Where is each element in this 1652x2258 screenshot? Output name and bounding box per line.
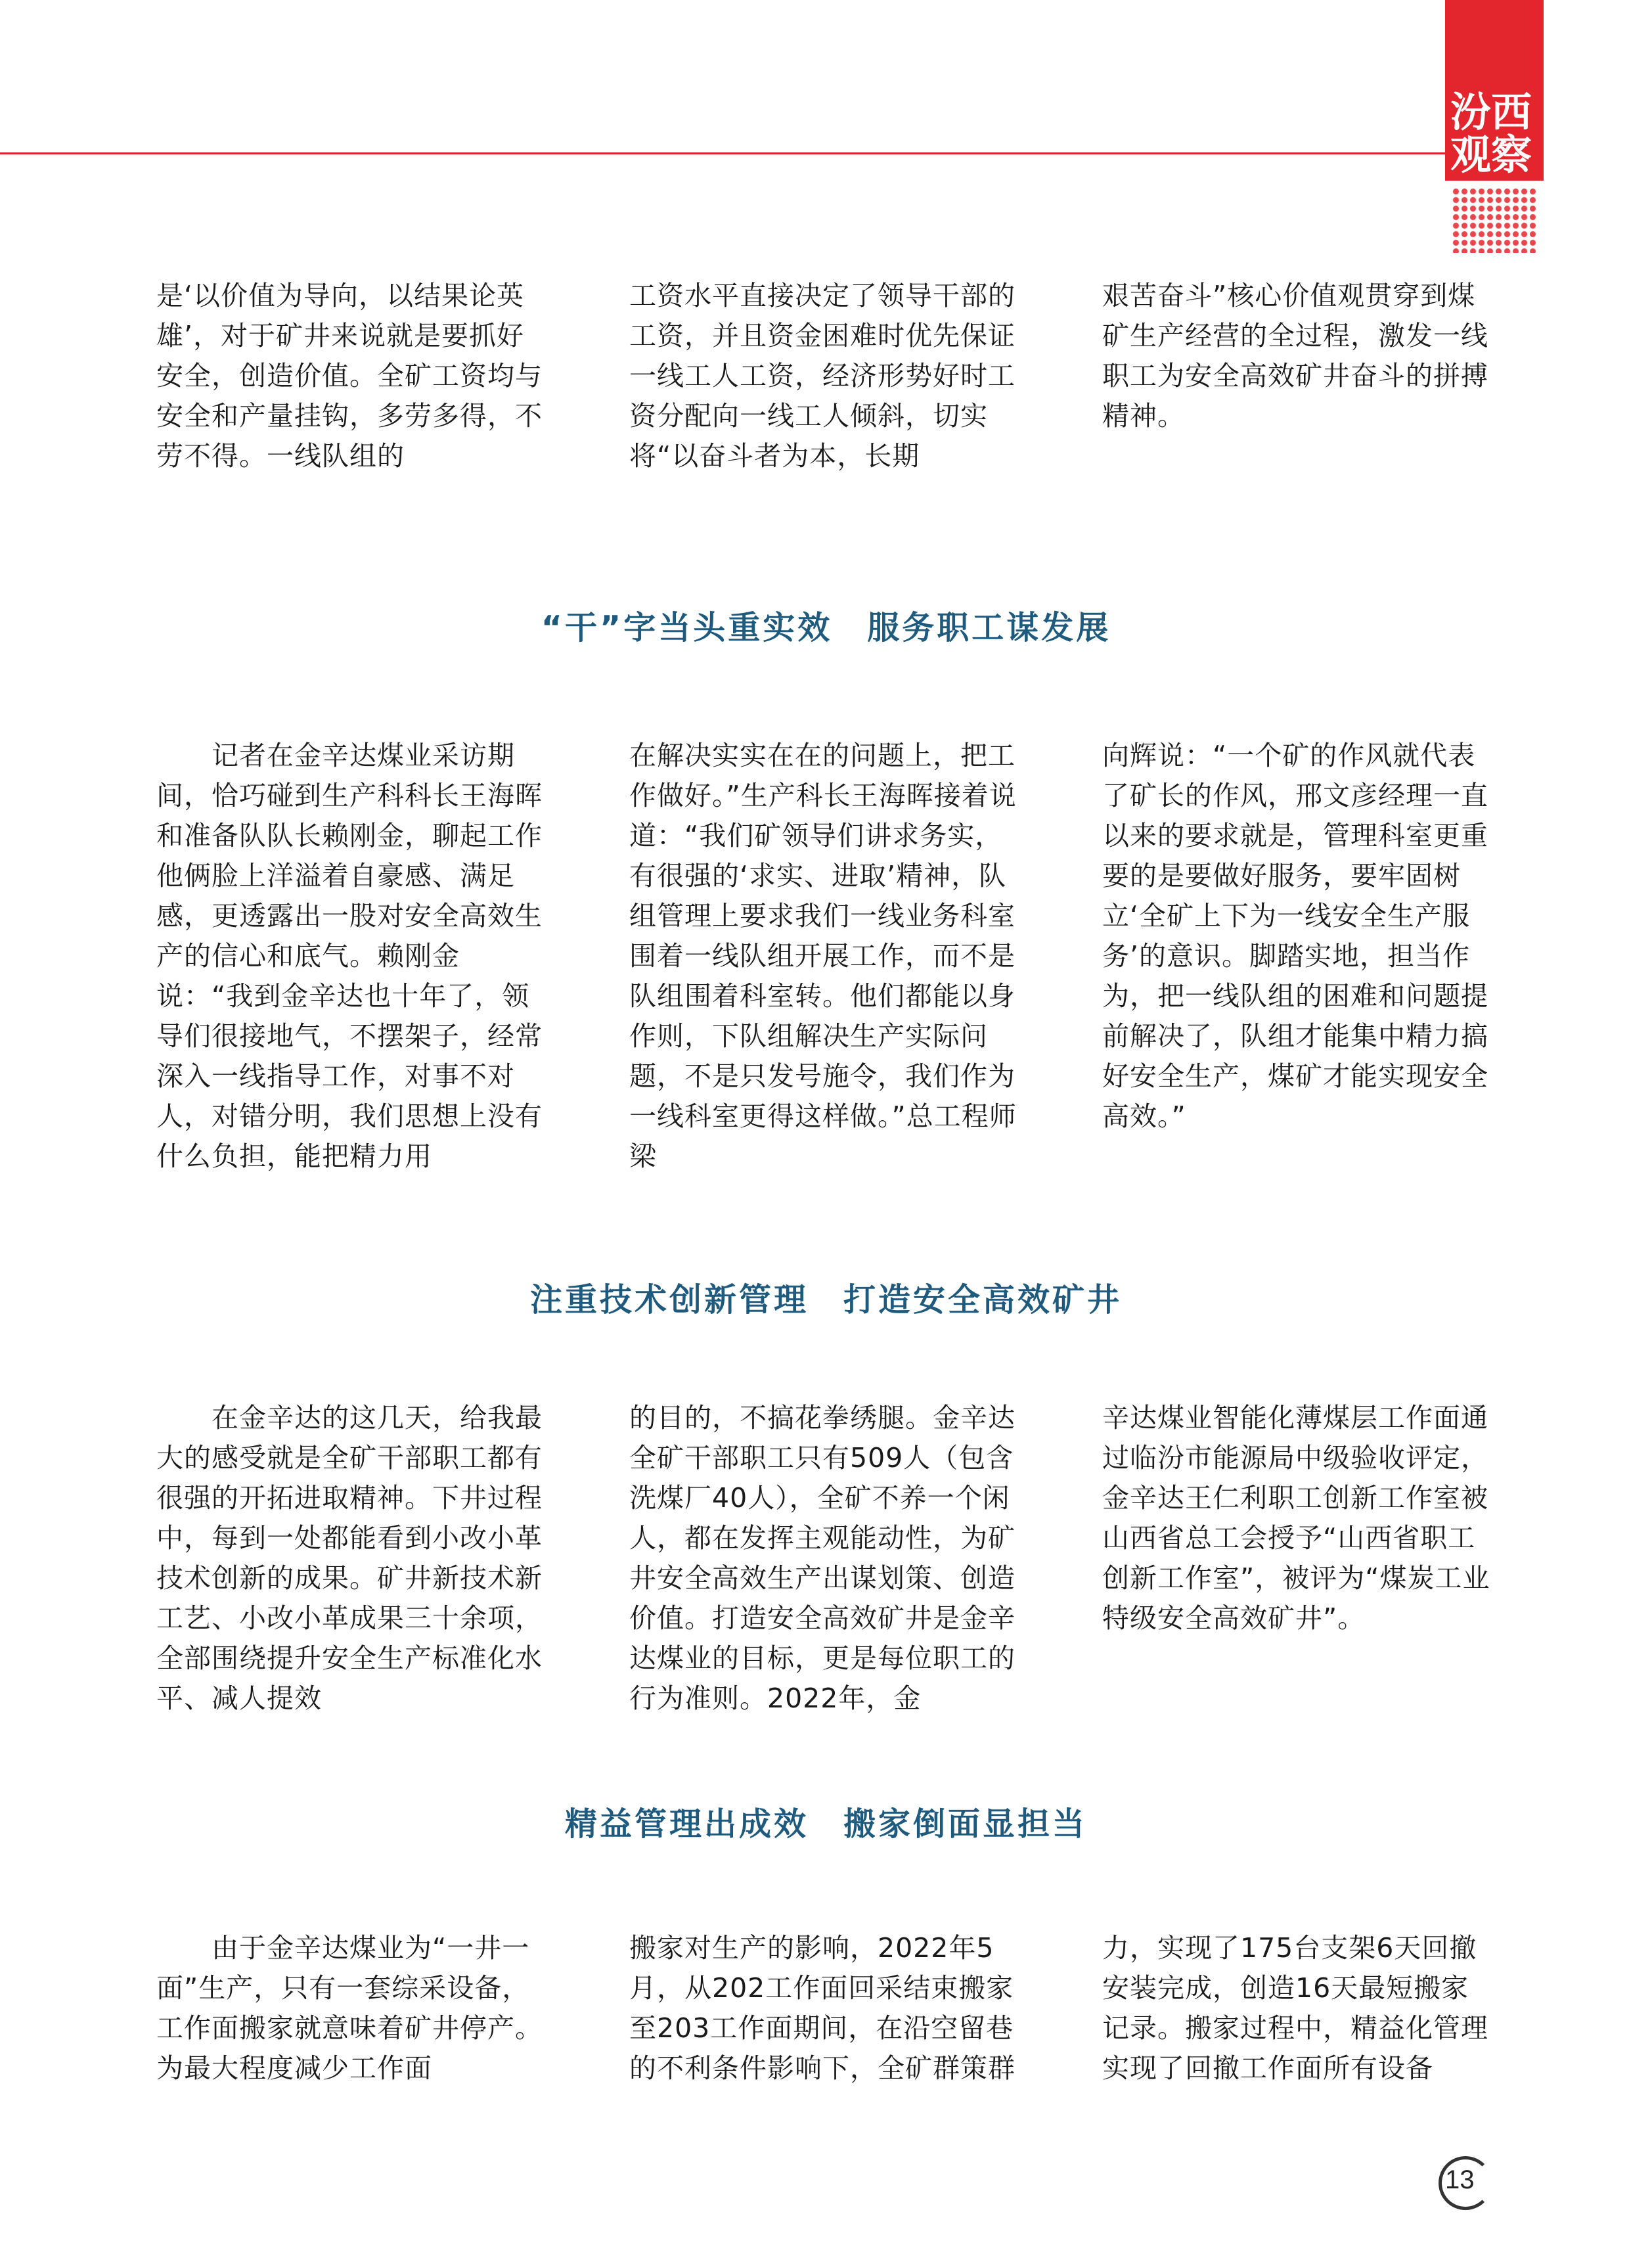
magazine-logo [1445,0,1544,256]
s0-col3: 艰苦奋斗”核心价值观贯穿到煤矿生产经营的全过程，激发一线职工为安全高效矿井奋斗的拼搏精神。 [1102,280,1488,432]
s0-col1: 是‘以价值为导向，以结果论英雄’，对于矿井来说就是要抓好安全，创造价值。全矿工资均与安全和产量挂钩，多劳多得，不劳不得。一线队组的 [156,280,543,472]
s2-col3: 辛达煤业智能化薄煤层工作面通过临汾市能源局中级验收评定，金辛达王仁利职工创新工作室被山西省总工会授予“山西省职工创新工作室”，被评为“煤炭工业特级安全高效矿井”。 [1102,1402,1490,1634]
logo-line-1: 汾西 [1450,88,1532,136]
header-rule [0,152,1445,154]
s1-col2: 在解决实实在在的问题上，把工作做好。”生产科长王海晖接着说道：“我们矿领导们讲求务实，有很强的‘求实、进取’精神，队组管理上要求我们一线业务科室围着一线队组开展工作，而不是队组围着科室转。他们都能以身作则，下队组解决生产实际问题，不是只发号施令，我们作为一线科室更得这样做。”总工程师梁 [629,740,1017,1172]
section-heading-1: “干”字当头重实效 服务职工谋发展 [541,609,1111,646]
s3-col2: 搬家对生产的影响，2022年5月，从202工作面回采结束搬家至203工作面期间，在沿空留巷的不利条件影响下，全矿群策群 [629,1932,1016,2084]
s0-col2: 工资水平直接决定了领导干部的工资，并且资金困难时优先保证一线工人工资，经济形势好时工资分配向一线工人倾斜，切实将“以奋斗者为本，长期 [629,280,1016,472]
s2-col2: 的目的，不搞花拳绣腿。金辛达全矿干部职工只有509人（包含洗煤厂40人），全矿不养一个闲人，都在发挥主观能动性，为矿井安全高效生产出谋划策、创造价值。打造安全高效矿井是金辛达煤业的目标，更是每位职工的行为准则。2022年，金 [629,1402,1016,1714]
s3-col1: 由于金辛达煤业为“一井一面”生产，只有一套综采设备，工作面搬家就意味着矿井停产。为最大程度减少工作面 [156,1932,543,2084]
logo-dot-pattern [1452,187,1537,253]
s1-col1: 记者在金辛达煤业采访期间，恰巧碰到生产科科长王海晖和准备队队长赖刚金，聊起工作他俩脸上洋溢着自豪感、满足感，更透露出一股对安全高效生产的信心和底气。赖刚金说：“我到金辛达也十年了，领导们很接地气，不摆架子，经常深入一线指导工作，对事不对人，对错分明，我们思想上没有什么负担，能把精力用 [156,740,543,1172]
logo-line-2: 观察 [1450,131,1532,179]
page-number-badge [1439,2156,1498,2215]
section-heading-3: 精益管理出成效 搬家倒面显担当 [564,1805,1087,1843]
logo-block [1445,0,1544,181]
page-number: 13 [1445,2165,1475,2194]
s1-col3: 向辉说：“一个矿的作风就代表了矿长的作风，邢文彦经理一直以来的要求就是，管理科室更重要的是要做好服务，要牢固树立‘全矿上下为一线安全生产服务’的意识。脚踏实地，担当作为，把一线队组的困难和问题提前解决了，队组才能集中精力搞好安全生产，煤矿才能实现安全高效。” [1102,740,1488,1132]
section-heading-2: 注重技术创新管理 打造安全高效矿井 [529,1281,1122,1319]
s3-col3: 力，实现了175台支架6天回撤安装完成，创造16天最短搬家记录。搬家过程中，精益化管理实现了回撤工作面所有设备 [1102,1932,1488,2084]
s2-col1: 在金辛达的这几天，给我最大的感受就是全矿干部职工都有很强的开拓进取精神。下井过程中，每到一处都能看到小改小革技术创新的成果。矿井新技术新工艺、小改小革成果三十余项，全部围绕提升安全生产标准化水平、减人提效 [156,1402,543,1714]
